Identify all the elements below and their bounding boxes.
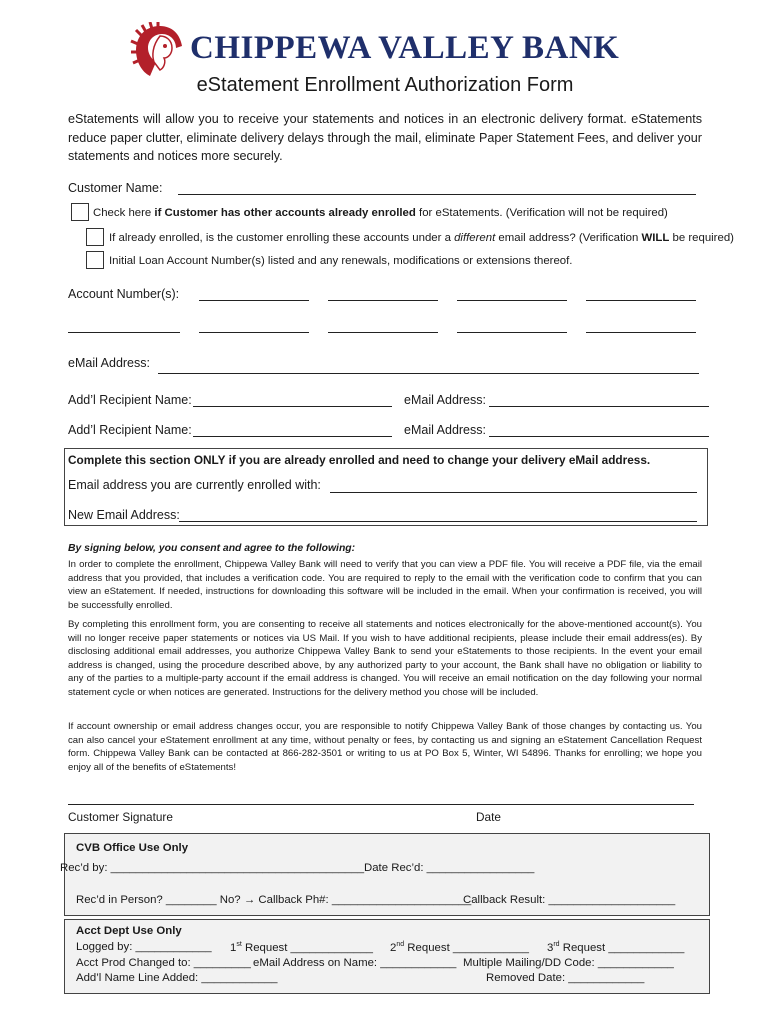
customer-name-label: Customer Name: [68,181,163,195]
email-on-name[interactable]: eMail Address on Name: ____________ [253,957,457,969]
recipient-1-email-label: eMail Address: [404,393,486,407]
right-arrow-icon: → [243,894,256,906]
account-number-field-2[interactable] [328,300,438,301]
name-line-added[interactable]: Add’l Name Line Added: ____________ [76,972,278,984]
req1-rest: Request _____________ [241,941,373,954]
different-email-text [109,232,734,244]
consent-paragraph-3: If account ownership or email address changes occur, you are responsible to notify Chippewa Valley Bank of those changes by contacting us. You can also cancel your eStatement enrollment at any time, without penalty or fees, by contacting us and signing an eStatement Cancellation Request form. Chippewa Valley Bank can be contacted at 866-282-3501 or writing to us at PO Box 5, Winter, WI 54896. Thanks for enrolling; we hope you enjoy all of the benefits of eStatements! [68,721,702,773]
acct-prod-changed[interactable]: Acct Prod Changed to: _________ [76,957,251,969]
recipient-2-label: Add’l Recipient Name: [68,423,192,437]
email-field[interactable] [158,373,699,374]
new-email-field[interactable] [179,521,697,522]
req2-rest: Request ____________ [404,941,529,954]
account-number-field-3[interactable] [457,300,567,301]
cb2-bold: WILL [641,232,670,244]
native-headdress-logo-icon [130,22,188,80]
office-use-heading: CVB Office Use Only [76,842,189,854]
req2-sup: nd [396,941,405,948]
new-email-label: New Email Address: [68,508,180,522]
already-enrolled-text [93,207,668,219]
cb1-bold: if Customer has other accounts already enrolled [154,207,416,219]
already-enrolled-checkbox[interactable] [71,203,89,221]
customer-signature-label: Customer Signature [68,810,173,824]
cb2-mid: email address? (Verification [495,232,642,244]
consent-heading: By signing below, you consent and agree to the following: [68,543,356,554]
account-number-field-9[interactable] [586,332,696,333]
email-label: eMail Address: [68,356,150,370]
cb2-em: different [454,232,496,244]
bank-name: CHIPPEWA VALLEY BANK [190,30,620,66]
bank-logo [130,22,188,80]
req3-rest: Request ____________ [559,941,685,954]
removed-date[interactable]: Removed Date: ____________ [486,972,645,984]
account-number-field-5[interactable] [68,332,180,333]
multiple-mailing[interactable]: Multiple Mailing/DD Code: ____________ [463,957,674,969]
req3-num: 3 [547,941,554,954]
recipient-2-email-label: eMail Address: [404,423,486,437]
recipient-1-name-field[interactable] [193,406,392,407]
second-request[interactable] [390,941,529,954]
change-email-heading: Complete this section ONLY if you are already enrolled and need to change your delivery eMail address. [68,453,651,467]
req2-num: 2 [390,941,397,954]
current-email-label: Email address you are currently enrolled with: [68,478,321,492]
req1-num: 1 [230,941,237,954]
consent-paragraph-1: In order to complete the enrollment, Chippewa Valley Bank will need to verify that you can view a PDF file. You will receive a PDF file, via the email address that you provided, that includes a verification code. You are required to reply to the email with the verification code to confirm that you can view an eStatement. If needed, instructions for downloading this software will be included in the email. When your confirmation is received, you will be successfully enrolled. [68,559,702,611]
signature-line[interactable] [68,804,694,805]
recipient-1-email-field[interactable] [489,406,709,407]
recd-in-person-text[interactable]: Rec’d in Person? ________ No? [76,894,241,906]
customer-name-field[interactable] [178,194,696,195]
req3-sup: rd [553,941,560,948]
form-title: eStatement Enrollment Authorization Form [196,74,574,96]
account-number-field-7[interactable] [328,332,438,333]
current-email-field[interactable] [330,492,697,493]
recipient-1-label: Add’l Recipient Name: [68,393,192,407]
callback-phone[interactable]: Callback Ph#: ______________________ [255,894,472,906]
recd-by[interactable]: Rec’d by: ________________________________________ [60,862,365,874]
recipient-2-email-field[interactable] [489,436,709,437]
date-recd[interactable]: Date Rec’d: _________________ [364,862,535,874]
account-number-field-6[interactable] [199,332,309,333]
first-request[interactable] [230,941,373,954]
recd-in-person [76,894,471,906]
intro-paragraph: eStatements will allow you to receive your statements and notices in an electronic delivery format. eStatements reduce paper clutter, eliminate delivery delays through the mail, eliminate Paper Statement Fees, and deliver your statements and notices more securely. [68,112,702,163]
initial-loan-checkbox[interactable] [86,251,104,269]
initial-loan-text: Initial Loan Account Number(s) listed and any renewals, modifications or extensions thereof. [109,255,573,267]
account-number-field-4[interactable] [586,300,696,301]
account-number-field-1[interactable] [199,300,309,301]
callback-result[interactable]: Callback Result: ____________________ [463,894,676,906]
account-number-field-8[interactable] [457,332,567,333]
cb1-post: for eStatements. (Verification will not be required) [415,207,668,219]
third-request[interactable] [547,941,684,954]
account-numbers-label: Account Number(s): [68,287,180,301]
logged-by[interactable]: Logged by: ____________ [76,941,212,953]
different-email-checkbox[interactable] [86,228,104,246]
acct-dept-heading: Acct Dept Use Only [76,925,182,937]
cb1-pre: Check here [93,207,155,219]
date-label: Date [476,810,501,824]
consent-paragraph-2: By completing this enrollment form, you are consenting to receive all statements and notices electronically for the above-mentioned account(s). You will no longer receive paper statements or notices via US Mail. If you wish to have additional recipients, please include their email address(es). By disclosing additional email addresses, you authorize Chippewa Valley Bank to send your eStatements to those recipients. In the event your email address is changed, using the procedure described above, by any authorized party to your account, the Bank shall have no obligation or liability to any of the parties to a multiple-party account if the email address is changed. You will receive an email notification on the day following your normal statement cycle or when notices are generated. Instructions for the delivery method you chose will be included. [68,619,702,698]
req1-sup: st [236,941,242,948]
cb2-pre: If already enrolled, is the customer enrolling these accounts under a [109,232,455,244]
cb2-post: be required) [669,232,734,244]
recipient-2-name-field[interactable] [193,436,392,437]
